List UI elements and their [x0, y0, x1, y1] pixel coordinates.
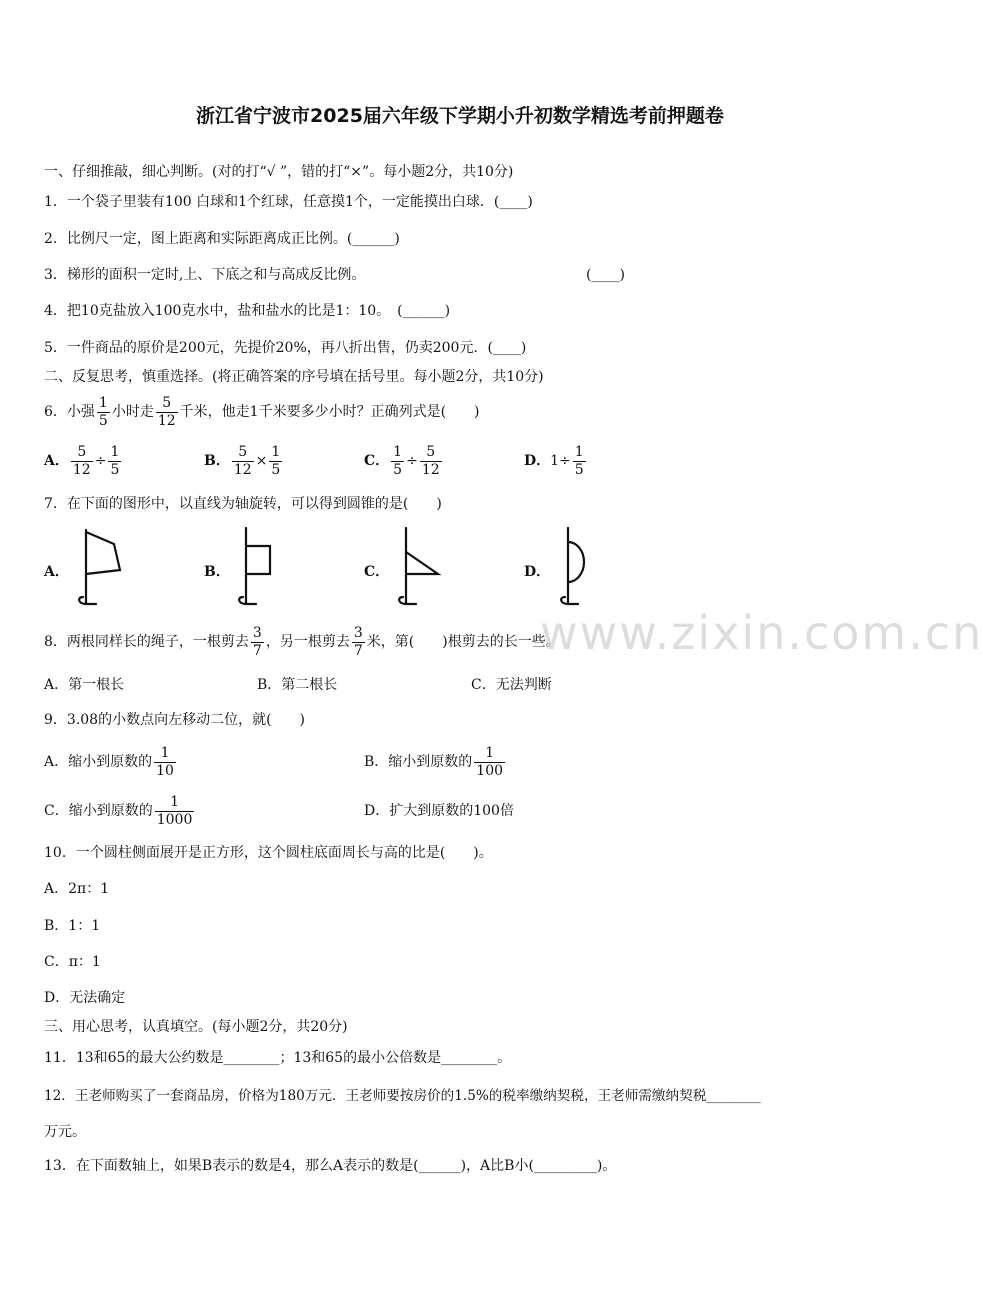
page-title: 浙江省宁波市2025届六年级下学期小升初数学精选考前押题卷 [196, 105, 724, 127]
question-10-stem: 10．一个圆柱侧面展开是正方形，这个圆柱底面周长与高的比是( )。 [44, 845, 493, 861]
q8-text-3: 米，第( )根剪去的长一些。 [366, 634, 560, 650]
q7-figure-c-flag-triangle [392, 524, 452, 610]
fraction [71, 444, 93, 479]
fraction-numerator: 3 [252, 624, 262, 641]
option-label: C． [364, 453, 390, 469]
fraction-denominator: 5 [110, 461, 120, 478]
fraction-numerator: 1 [160, 744, 170, 761]
q9-option-d: D．扩大到原数的100倍 [364, 803, 514, 819]
fraction [269, 444, 282, 479]
fraction-denominator: 7 [353, 642, 363, 659]
fraction [232, 444, 254, 479]
fraction-numerator: 1 [393, 443, 403, 460]
question-13: 13．在下面数轴上，如果B表示的数是4，那么A表示的数是(______)，A比B小(_________)。 [44, 1158, 617, 1174]
fraction-denominator: 1000 [156, 811, 193, 828]
question-4: 4．把10克盐放入100克水中，盐和盐水的比是1：10。 (______) [44, 303, 451, 319]
option-label: B． [204, 453, 230, 469]
question-1: 1．一个袋子里装有100 白球和1个红球，任意摸1个，一定能摸出白球．(____) [44, 194, 533, 210]
fraction [154, 745, 176, 780]
section-2-header: 二、反复思考，慎重选择。(将正确答案的序号填在括号里。每小题2分，共10分) [44, 369, 544, 385]
q6-text-2: 小时走 [111, 404, 154, 420]
question-2: 2．比例尺一定，图上距离和实际距离成正比例。(______) [44, 231, 400, 247]
fraction-denominator: 7 [252, 642, 262, 659]
fraction [391, 444, 404, 479]
operator: × [255, 453, 268, 469]
q7-option-a-label: A． [44, 564, 69, 580]
fraction-numerator: 1 [170, 793, 179, 810]
fraction-numerator: 1 [271, 443, 281, 460]
q8-text-2: ，另一根剪去 [265, 634, 350, 650]
q6-option-a [44, 441, 123, 481]
question-12-line-2: 万元。 [44, 1124, 86, 1140]
q10-option-c: C．π：1 [44, 954, 101, 970]
question-3-answer-blank: (____) [586, 267, 625, 283]
fraction-denominator: 5 [393, 461, 403, 478]
q6-text-3: 千米，他走1千米要多少小时？正确列式是( ) [179, 404, 480, 420]
fraction-denominator: 5 [271, 461, 281, 478]
option-text: A．缩小到原数的 [44, 754, 153, 770]
question-11: 11．13和65的最大公约数是________；13和65的最小公倍数是________。 [44, 1050, 512, 1066]
q8-option-b: B．第二根长 [257, 677, 338, 693]
fraction-numerator: 1 [98, 394, 108, 411]
fraction-denominator: 12 [421, 461, 440, 478]
q6-option-b [204, 441, 284, 481]
q10-option-a: A．2π：1 [44, 881, 110, 897]
q6-option-d [524, 441, 588, 481]
fraction [108, 444, 121, 479]
section-3-header: 三、用心思考，认真填空。(每小题2分，共20分) [44, 1019, 348, 1035]
fraction-denominator: 100 [476, 762, 504, 779]
question-3: 3．梯形的面积一定时,上、下底之和与高成反比例。 [44, 267, 366, 283]
question-8-stem [44, 622, 560, 662]
q9-option-a [44, 742, 178, 782]
question-6-stem [44, 392, 480, 432]
q7-option-c-label: C． [364, 564, 390, 580]
fraction-numerator: 1 [574, 443, 584, 460]
question-9-stem: 9．3.08的小数点向左移动二位，就( ) [44, 712, 306, 728]
q7-figure-b-flag-rectangle [232, 524, 292, 610]
q9-option-b [364, 742, 507, 782]
q8-option-c: C．无法判断 [471, 677, 552, 693]
fraction-numerator: 5 [426, 443, 436, 460]
q8-text-1: 8．两根同样长的绳子，一根剪去 [44, 634, 249, 650]
q7-figure-d-flag-semicircle [552, 524, 612, 610]
section-1-header: 一、仔细推敲，细心判断。(对的打“√ ”，错的打“×”。每小题2分，共10分) [44, 164, 514, 180]
question-5: 5．一件商品的原价是200元，先提价20%，再八折出售，仍卖200元．(____) [44, 340, 527, 356]
fraction-denominator: 10 [156, 762, 174, 779]
fraction-denominator: 5 [574, 461, 584, 478]
fraction-denominator: 5 [98, 412, 108, 429]
option-expression: 1÷ [550, 453, 571, 469]
q7-figure-a-flag-trapezoid [72, 524, 132, 610]
q6-fraction-distance [156, 395, 178, 430]
fraction-numerator: 1 [110, 443, 120, 460]
q8-fraction-1 [251, 625, 264, 660]
q8-option-a: A．第一根长 [44, 677, 125, 693]
q7-option-d-label: D． [524, 564, 551, 580]
question-7-stem: 7．在下面的图形中，以直线为轴旋转，可以得到圆锥的是( ) [44, 496, 442, 512]
q8-fraction-2 [352, 625, 365, 660]
operator: ÷ [406, 453, 418, 469]
fraction-denominator: 12 [157, 412, 176, 429]
fraction-numerator: 5 [162, 394, 172, 411]
option-label: A． [44, 453, 69, 469]
q9-option-c [44, 791, 196, 831]
q6-fraction-time [97, 395, 110, 430]
option-text: C．缩小到原数的 [44, 803, 153, 819]
fraction-numerator: 5 [77, 443, 87, 460]
q10-option-b: B．1：1 [44, 918, 101, 934]
fraction [155, 794, 195, 829]
fraction [474, 745, 505, 780]
fraction [573, 444, 586, 479]
option-text: B．缩小到原数的 [364, 754, 473, 770]
fraction-numerator: 1 [485, 744, 495, 761]
fraction-numerator: 5 [238, 443, 248, 460]
q10-option-d: D．无法确定 [44, 990, 126, 1006]
fraction-denominator: 12 [72, 461, 91, 478]
operator: ÷ [94, 453, 107, 469]
watermark: www.zixin.com.cn [540, 606, 983, 660]
q6-text-1: 6．小强 [44, 404, 95, 420]
q7-option-b-label: B． [204, 564, 230, 580]
q6-option-c [364, 441, 444, 481]
fraction-numerator: 3 [353, 624, 363, 641]
question-12-line-1: 12．王老师购买了一套商品房，价格为180万元．王老师要按房价的1.5%的税率缴纳契税，王老师需缴纳契税________ [44, 1088, 761, 1104]
fraction-denominator: 12 [233, 461, 252, 478]
option-label: D． [524, 453, 551, 469]
fraction [420, 444, 442, 479]
